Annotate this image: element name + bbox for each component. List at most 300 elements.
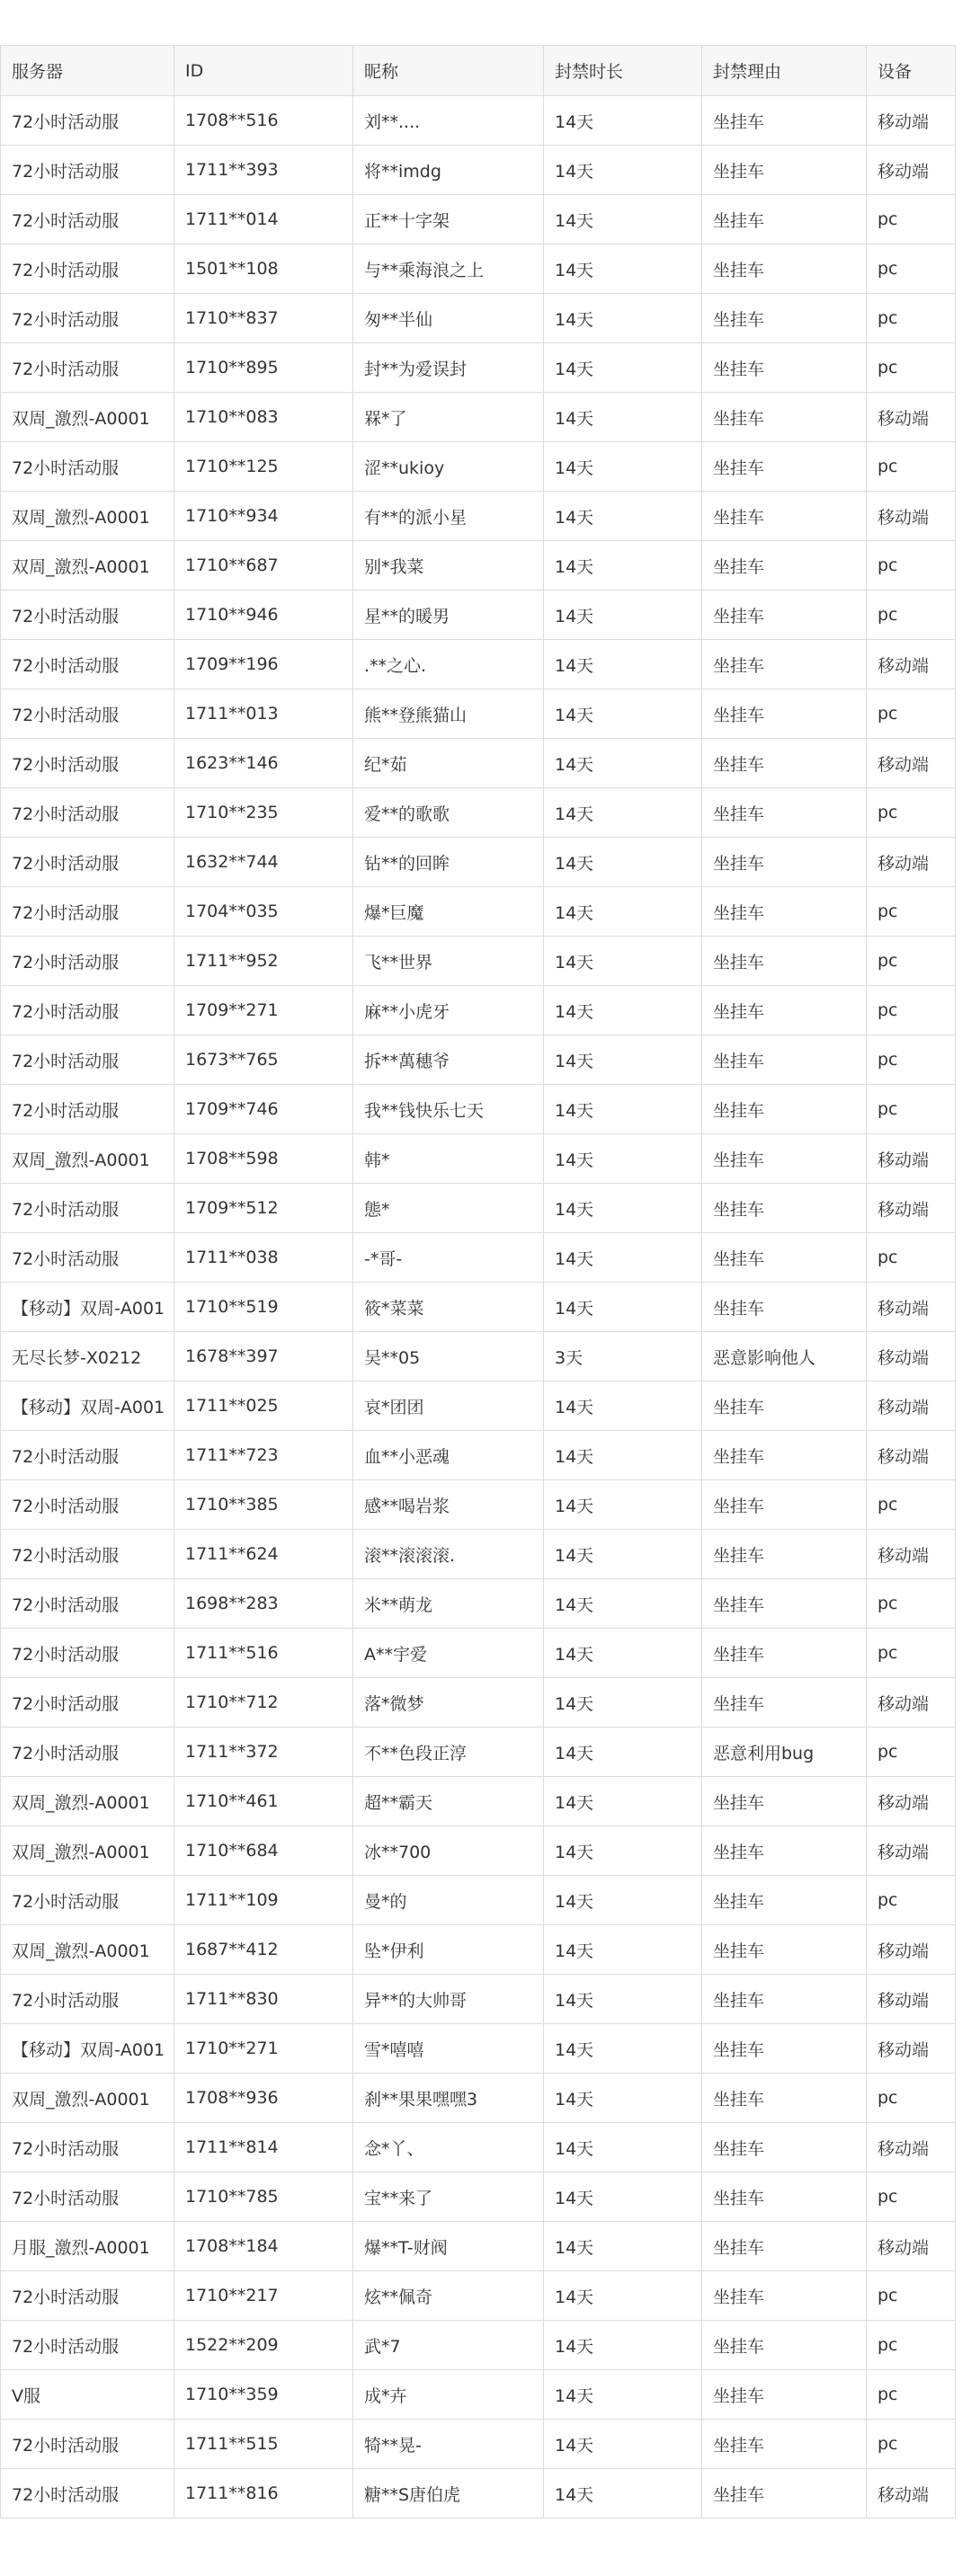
cell-server: 72小时活动服	[1, 294, 174, 343]
cell-nickname: 曼*的	[353, 1876, 544, 1925]
cell-device: pc	[867, 294, 956, 343]
table-row	[1, 2024, 956, 2074]
cell-id: 1710**359	[174, 2370, 353, 2420]
cell-id: 1710**946	[174, 591, 353, 640]
cell-ban-reason: 坐挂车	[702, 1975, 867, 2024]
cell-ban-reason: 坐挂车	[702, 1925, 867, 1975]
cell-nickname: A**宇爱	[353, 1629, 544, 1678]
cell-nickname: 雪*嘻嘻	[353, 2024, 544, 2074]
cell-ban-reason: 坐挂车	[702, 2271, 867, 2321]
cell-id: 1710**083	[174, 393, 353, 442]
cell-id: 1710**519	[174, 1283, 353, 1332]
cell-id: 1710**385	[174, 1480, 353, 1530]
cell-id: 1709**512	[174, 1184, 353, 1233]
cell-nickname: 落*微梦	[353, 1678, 544, 1728]
cell-ban-reason: 坐挂车	[702, 96, 867, 146]
cell-server: 72小时活动服	[1, 2271, 174, 2321]
cell-server: 【移动】双周-A001	[1, 1283, 174, 1332]
cell-id: 1710**687	[174, 541, 353, 591]
cell-ban-duration: 14天	[544, 1085, 702, 1134]
cell-ban-reason: 坐挂车	[702, 838, 867, 887]
cell-ban-reason: 坐挂车	[702, 2469, 867, 2518]
table-row	[1, 1579, 956, 1629]
cell-server: 双周_激烈-A0001	[1, 393, 174, 442]
cell-ban-reason: 坐挂车	[702, 442, 867, 492]
cell-ban-duration: 14天	[544, 937, 702, 986]
cell-id: 1687**412	[174, 1925, 353, 1975]
cell-ban-reason: 恶意影响他人	[702, 1332, 867, 1381]
cell-server: 72小时活动服	[1, 2321, 174, 2370]
cell-ban-duration: 14天	[544, 788, 702, 838]
table-row	[1, 1678, 956, 1728]
cell-ban-duration: 14天	[544, 689, 702, 739]
cell-ban-reason: 坐挂车	[702, 1283, 867, 1332]
cell-ban-duration: 14天	[544, 2370, 702, 2420]
cell-device: 移动端	[867, 96, 956, 146]
cell-nickname: 封**为爱误封	[353, 343, 544, 393]
cell-ban-reason: 坐挂车	[702, 1184, 867, 1233]
cell-ban-reason: 坐挂车	[702, 937, 867, 986]
cell-id: 1708**184	[174, 2222, 353, 2271]
cell-id: 1711**723	[174, 1431, 353, 1480]
cell-ban-reason: 坐挂车	[702, 2123, 867, 2172]
cell-nickname: 哀*团团	[353, 1381, 544, 1431]
cell-device: pc	[867, 343, 956, 393]
cell-nickname: 滚**滚滚滚.	[353, 1530, 544, 1579]
cell-nickname: 纪*茹	[353, 739, 544, 788]
cell-nickname: 犄**晃-	[353, 2420, 544, 2469]
cell-server: 72小时活动服	[1, 1233, 174, 1283]
cell-ban-reason: 恶意利用bug	[702, 1728, 867, 1777]
cell-ban-duration: 14天	[544, 294, 702, 343]
table-row	[1, 195, 956, 244]
cell-id: 1522**209	[174, 2321, 353, 2370]
cell-id: 1710**217	[174, 2271, 353, 2321]
cell-server: 72小时活动服	[1, 2172, 174, 2222]
cell-device: 移动端	[867, 739, 956, 788]
cell-ban-duration: 14天	[544, 96, 702, 146]
cell-nickname: 与**乘海浪之上	[353, 244, 544, 294]
table-row	[1, 2123, 956, 2172]
cell-device: 移动端	[867, 1431, 956, 1480]
table-row	[1, 343, 956, 393]
table-row	[1, 591, 956, 640]
cell-id: 1709**271	[174, 986, 353, 1035]
cell-id: 1710**461	[174, 1777, 353, 1826]
cell-server: 72小时活动服	[1, 689, 174, 739]
cell-server: 72小时活动服	[1, 937, 174, 986]
cell-server: 72小时活动服	[1, 591, 174, 640]
cell-server: 双周_激烈-A0001	[1, 541, 174, 591]
table-row	[1, 1530, 956, 1579]
cell-id: 1708**516	[174, 96, 353, 146]
cell-server: 72小时活动服	[1, 887, 174, 937]
cell-ban-reason: 坐挂车	[702, 2222, 867, 2271]
cell-ban-reason: 坐挂车	[702, 2370, 867, 2420]
cell-ban-duration: 14天	[544, 640, 702, 689]
cell-ban-duration: 14天	[544, 2123, 702, 2172]
cell-server: 72小时活动服	[1, 146, 174, 195]
cell-ban-reason: 坐挂车	[702, 1085, 867, 1134]
cell-nickname: 超**霸天	[353, 1777, 544, 1826]
cell-ban-reason: 坐挂车	[702, 591, 867, 640]
cell-device: pc	[867, 541, 956, 591]
cell-id: 1708**598	[174, 1134, 353, 1184]
cell-ban-duration: 14天	[544, 1728, 702, 1777]
cell-ban-duration: 14天	[544, 393, 702, 442]
cell-id: 1711**952	[174, 937, 353, 986]
cell-device: 移动端	[867, 2024, 956, 2074]
table-row	[1, 2420, 956, 2469]
table-row	[1, 1480, 956, 1530]
table-row	[1, 1728, 956, 1777]
table-row	[1, 2321, 956, 2370]
cell-server: 72小时活动服	[1, 986, 174, 1035]
cell-nickname: 武*7	[353, 2321, 544, 2370]
cell-ban-duration: 14天	[544, 591, 702, 640]
cell-id: 1704**035	[174, 887, 353, 937]
cell-ban-reason: 坐挂车	[702, 1233, 867, 1283]
cell-nickname: 刘**....	[353, 96, 544, 146]
cell-nickname: 韩*	[353, 1134, 544, 1184]
table-row	[1, 739, 956, 788]
cell-ban-reason: 坐挂车	[702, 2321, 867, 2370]
cell-device: 移动端	[867, 146, 956, 195]
cell-server: 72小时活动服	[1, 1579, 174, 1629]
cell-nickname: 爆**T-财阀	[353, 2222, 544, 2271]
table-header	[1, 46, 956, 96]
table-row	[1, 1283, 956, 1332]
cell-nickname: 宝**来了	[353, 2172, 544, 2222]
cell-server: 72小时活动服	[1, 442, 174, 492]
cell-device: 移动端	[867, 2469, 956, 2518]
cell-device: 移动端	[867, 2222, 956, 2271]
cell-ban-reason: 坐挂车	[702, 2024, 867, 2074]
cell-ban-reason: 坐挂车	[702, 640, 867, 689]
header-ban-reason: 封禁理由	[702, 46, 867, 96]
cell-ban-reason: 坐挂车	[702, 343, 867, 393]
table-row	[1, 640, 956, 689]
header-nickname: 昵称	[353, 46, 544, 96]
cell-ban-duration: 14天	[544, 2420, 702, 2469]
cell-nickname: 刹**果果嘿嘿3	[353, 2074, 544, 2123]
cell-nickname: 飞**世界	[353, 937, 544, 986]
table-row	[1, 146, 956, 195]
table-row	[1, 2469, 956, 2518]
cell-id: 1678**397	[174, 1332, 353, 1381]
cell-server: 72小时活动服	[1, 2123, 174, 2172]
cell-server: 双周_激烈-A0001	[1, 1925, 174, 1975]
cell-nickname: 感**喝岩浆	[353, 1480, 544, 1530]
cell-ban-duration: 14天	[544, 2469, 702, 2518]
cell-device: 移动端	[867, 1925, 956, 1975]
table-row	[1, 1134, 956, 1184]
table-row	[1, 1777, 956, 1826]
cell-device: pc	[867, 887, 956, 937]
table-row	[1, 1629, 956, 1678]
table-row	[1, 1826, 956, 1876]
cell-ban-reason: 坐挂车	[702, 689, 867, 739]
cell-nickname: 拆**萬穗爷	[353, 1035, 544, 1085]
cell-server: 72小时活动服	[1, 739, 174, 788]
cell-ban-duration: 14天	[544, 343, 702, 393]
cell-ban-duration: 14天	[544, 146, 702, 195]
table-row	[1, 1035, 956, 1085]
table-row	[1, 1975, 956, 2024]
cell-ban-duration: 14天	[544, 2222, 702, 2271]
cell-ban-reason: 坐挂车	[702, 1530, 867, 1579]
cell-id: 1711**038	[174, 1233, 353, 1283]
cell-ban-reason: 坐挂车	[702, 244, 867, 294]
cell-ban-duration: 14天	[544, 1876, 702, 1925]
cell-server: 72小时活动服	[1, 640, 174, 689]
cell-server: 72小时活动服	[1, 96, 174, 146]
header-server: 服务器	[1, 46, 174, 96]
cell-ban-duration: 14天	[544, 1826, 702, 1876]
cell-id: 1710**712	[174, 1678, 353, 1728]
cell-id: 1711**393	[174, 146, 353, 195]
cell-ban-duration: 14天	[544, 1134, 702, 1184]
table-row	[1, 689, 956, 739]
cell-nickname: 异**的大帅哥	[353, 1975, 544, 2024]
cell-device: pc	[867, 1085, 956, 1134]
cell-server: 72小时活动服	[1, 1629, 174, 1678]
cell-device: pc	[867, 1233, 956, 1283]
table-row	[1, 937, 956, 986]
cell-server: 72小时活动服	[1, 1431, 174, 1480]
cell-device: pc	[867, 1876, 956, 1925]
header-row	[1, 46, 956, 96]
cell-ban-duration: 14天	[544, 1184, 702, 1233]
cell-ban-reason: 坐挂车	[702, 146, 867, 195]
cell-ban-reason: 坐挂车	[702, 986, 867, 1035]
cell-nickname: 冰**700	[353, 1826, 544, 1876]
cell-id: 1711**372	[174, 1728, 353, 1777]
table-row	[1, 1332, 956, 1381]
cell-device: pc	[867, 2370, 956, 2420]
table-row	[1, 1925, 956, 1975]
cell-nickname: 熊**登熊猫山	[353, 689, 544, 739]
cell-nickname: 念*丫、	[353, 2123, 544, 2172]
ban-list-table	[0, 45, 956, 2518]
cell-device: 移动端	[867, 1777, 956, 1826]
cell-device: 移动端	[867, 1530, 956, 1579]
cell-id: 1709**196	[174, 640, 353, 689]
cell-device: pc	[867, 195, 956, 244]
cell-device: pc	[867, 442, 956, 492]
cell-id: 1711**516	[174, 1629, 353, 1678]
cell-device: pc	[867, 937, 956, 986]
cell-id: 1711**624	[174, 1530, 353, 1579]
table-row	[1, 1876, 956, 1925]
header-device: 设备	[867, 46, 956, 96]
cell-server: 月服_激烈-A0001	[1, 2222, 174, 2271]
cell-id: 1710**934	[174, 492, 353, 541]
cell-id: 1710**125	[174, 442, 353, 492]
cell-nickname: 涩**ukioy	[353, 442, 544, 492]
cell-nickname: 我**钱快乐七天	[353, 1085, 544, 1134]
table-row	[1, 1184, 956, 1233]
cell-device: 移动端	[867, 1381, 956, 1431]
cell-ban-reason: 坐挂车	[702, 1035, 867, 1085]
cell-ban-reason: 坐挂车	[702, 195, 867, 244]
cell-nickname: .**之心.	[353, 640, 544, 689]
cell-ban-reason: 坐挂车	[702, 2172, 867, 2222]
cell-ban-reason: 坐挂车	[702, 1678, 867, 1728]
cell-nickname: 態*	[353, 1184, 544, 1233]
cell-ban-duration: 14天	[544, 986, 702, 1035]
cell-ban-reason: 坐挂车	[702, 1876, 867, 1925]
cell-id: 1710**271	[174, 2024, 353, 2074]
cell-ban-reason: 坐挂车	[702, 1629, 867, 1678]
cell-id: 1708**936	[174, 2074, 353, 2123]
table-body	[1, 96, 956, 2518]
table-row	[1, 887, 956, 937]
cell-ban-duration: 14天	[544, 2074, 702, 2123]
cell-ban-duration: 14天	[544, 1678, 702, 1728]
cell-nickname: 星**的暖男	[353, 591, 544, 640]
cell-id: 1501**108	[174, 244, 353, 294]
cell-id: 1711**814	[174, 2123, 353, 2172]
cell-server: 72小时活动服	[1, 343, 174, 393]
cell-server: 72小时活动服	[1, 1530, 174, 1579]
cell-nickname: 血**小恶魂	[353, 1431, 544, 1480]
cell-ban-duration: 14天	[544, 887, 702, 937]
cell-server: 72小时活动服	[1, 195, 174, 244]
cell-ban-reason: 坐挂车	[702, 294, 867, 343]
cell-id: 1710**895	[174, 343, 353, 393]
table-row	[1, 244, 956, 294]
cell-ban-duration: 14天	[544, 1925, 702, 1975]
cell-ban-duration: 14天	[544, 1579, 702, 1629]
cell-ban-reason: 坐挂车	[702, 1480, 867, 1530]
cell-ban-reason: 坐挂车	[702, 739, 867, 788]
cell-nickname: 糖**S唐伯虎	[353, 2469, 544, 2518]
table-row	[1, 1233, 956, 1283]
cell-id: 1709**746	[174, 1085, 353, 1134]
cell-device: pc	[867, 2271, 956, 2321]
table-row	[1, 1085, 956, 1134]
cell-ban-duration: 14天	[544, 2024, 702, 2074]
cell-server: 72小时活动服	[1, 1678, 174, 1728]
cell-ban-reason: 坐挂车	[702, 2074, 867, 2123]
cell-id: 1710**837	[174, 294, 353, 343]
table-row	[1, 294, 956, 343]
cell-server: 双周_激烈-A0001	[1, 1826, 174, 1876]
cell-id: 1711**014	[174, 195, 353, 244]
cell-nickname: 爆*巨魔	[353, 887, 544, 937]
table-row	[1, 492, 956, 541]
cell-device: 移动端	[867, 492, 956, 541]
cell-device: pc	[867, 1629, 956, 1678]
cell-id: 1711**013	[174, 689, 353, 739]
cell-ban-reason: 坐挂车	[702, 1777, 867, 1826]
cell-id: 1711**025	[174, 1381, 353, 1431]
cell-id: 1632**744	[174, 838, 353, 887]
cell-device: 移动端	[867, 640, 956, 689]
cell-device: 移动端	[867, 1283, 956, 1332]
cell-id: 1698**283	[174, 1579, 353, 1629]
cell-nickname: 炫**佩奇	[353, 2271, 544, 2321]
cell-server: V服	[1, 2370, 174, 2420]
cell-id: 1673**765	[174, 1035, 353, 1085]
cell-ban-duration: 3天	[544, 1332, 702, 1381]
cell-id: 1711**109	[174, 1876, 353, 1925]
cell-ban-duration: 14天	[544, 1530, 702, 1579]
table-row	[1, 2074, 956, 2123]
cell-server: 72小时活动服	[1, 838, 174, 887]
cell-nickname: 米**萌龙	[353, 1579, 544, 1629]
cell-device: 移动端	[867, 1184, 956, 1233]
cell-ban-reason: 坐挂车	[702, 541, 867, 591]
cell-server: 【移动】双周-A001	[1, 1381, 174, 1431]
table-row	[1, 393, 956, 442]
cell-nickname: 将**imdg	[353, 146, 544, 195]
cell-device: 移动端	[867, 1332, 956, 1381]
cell-server: 72小时活动服	[1, 1184, 174, 1233]
cell-nickname: 麻**小虎牙	[353, 986, 544, 1035]
table-row	[1, 96, 956, 146]
cell-ban-duration: 14天	[544, 1283, 702, 1332]
table-row	[1, 788, 956, 838]
cell-device: pc	[867, 1480, 956, 1530]
cell-nickname: 有**的派小星	[353, 492, 544, 541]
cell-ban-duration: 14天	[544, 838, 702, 887]
cell-server: 72小时活动服	[1, 1728, 174, 1777]
cell-ban-duration: 14天	[544, 244, 702, 294]
cell-device: 移动端	[867, 2123, 956, 2172]
cell-device: pc	[867, 1728, 956, 1777]
cell-nickname: 筱*菜菜	[353, 1283, 544, 1332]
table-row	[1, 838, 956, 887]
cell-ban-reason: 坐挂车	[702, 1134, 867, 1184]
ban-list-container	[0, 45, 955, 2518]
cell-ban-duration: 14天	[544, 442, 702, 492]
cell-ban-reason: 坐挂车	[702, 1381, 867, 1431]
table-row	[1, 986, 956, 1035]
cell-nickname: 钻**的回眸	[353, 838, 544, 887]
table-row	[1, 1431, 956, 1480]
cell-device: pc	[867, 1035, 956, 1085]
cell-device: pc	[867, 2420, 956, 2469]
cell-ban-duration: 14天	[544, 739, 702, 788]
cell-ban-reason: 坐挂车	[702, 1579, 867, 1629]
cell-device: 移动端	[867, 1826, 956, 1876]
cell-ban-reason: 坐挂车	[702, 492, 867, 541]
cell-ban-reason: 坐挂车	[702, 1431, 867, 1480]
cell-server: 双周_激烈-A0001	[1, 1777, 174, 1826]
cell-nickname: -*哥-	[353, 1233, 544, 1283]
cell-device: pc	[867, 2074, 956, 2123]
cell-nickname: 正**十字架	[353, 195, 544, 244]
cell-ban-duration: 14天	[544, 1431, 702, 1480]
cell-device: 移动端	[867, 838, 956, 887]
cell-device: pc	[867, 2321, 956, 2370]
cell-ban-reason: 坐挂车	[702, 788, 867, 838]
cell-server: 双周_激烈-A0001	[1, 492, 174, 541]
cell-device: pc	[867, 689, 956, 739]
cell-nickname: 坠*伊利	[353, 1925, 544, 1975]
cell-server: 72小时活动服	[1, 1480, 174, 1530]
cell-server: 72小时活动服	[1, 2420, 174, 2469]
table-row	[1, 1381, 956, 1431]
cell-device: 移动端	[867, 393, 956, 442]
cell-server: 72小时活动服	[1, 2469, 174, 2518]
cell-id: 1710**785	[174, 2172, 353, 2222]
cell-device: pc	[867, 591, 956, 640]
cell-device: pc	[867, 244, 956, 294]
cell-server: 【移动】双周-A001	[1, 2024, 174, 2074]
